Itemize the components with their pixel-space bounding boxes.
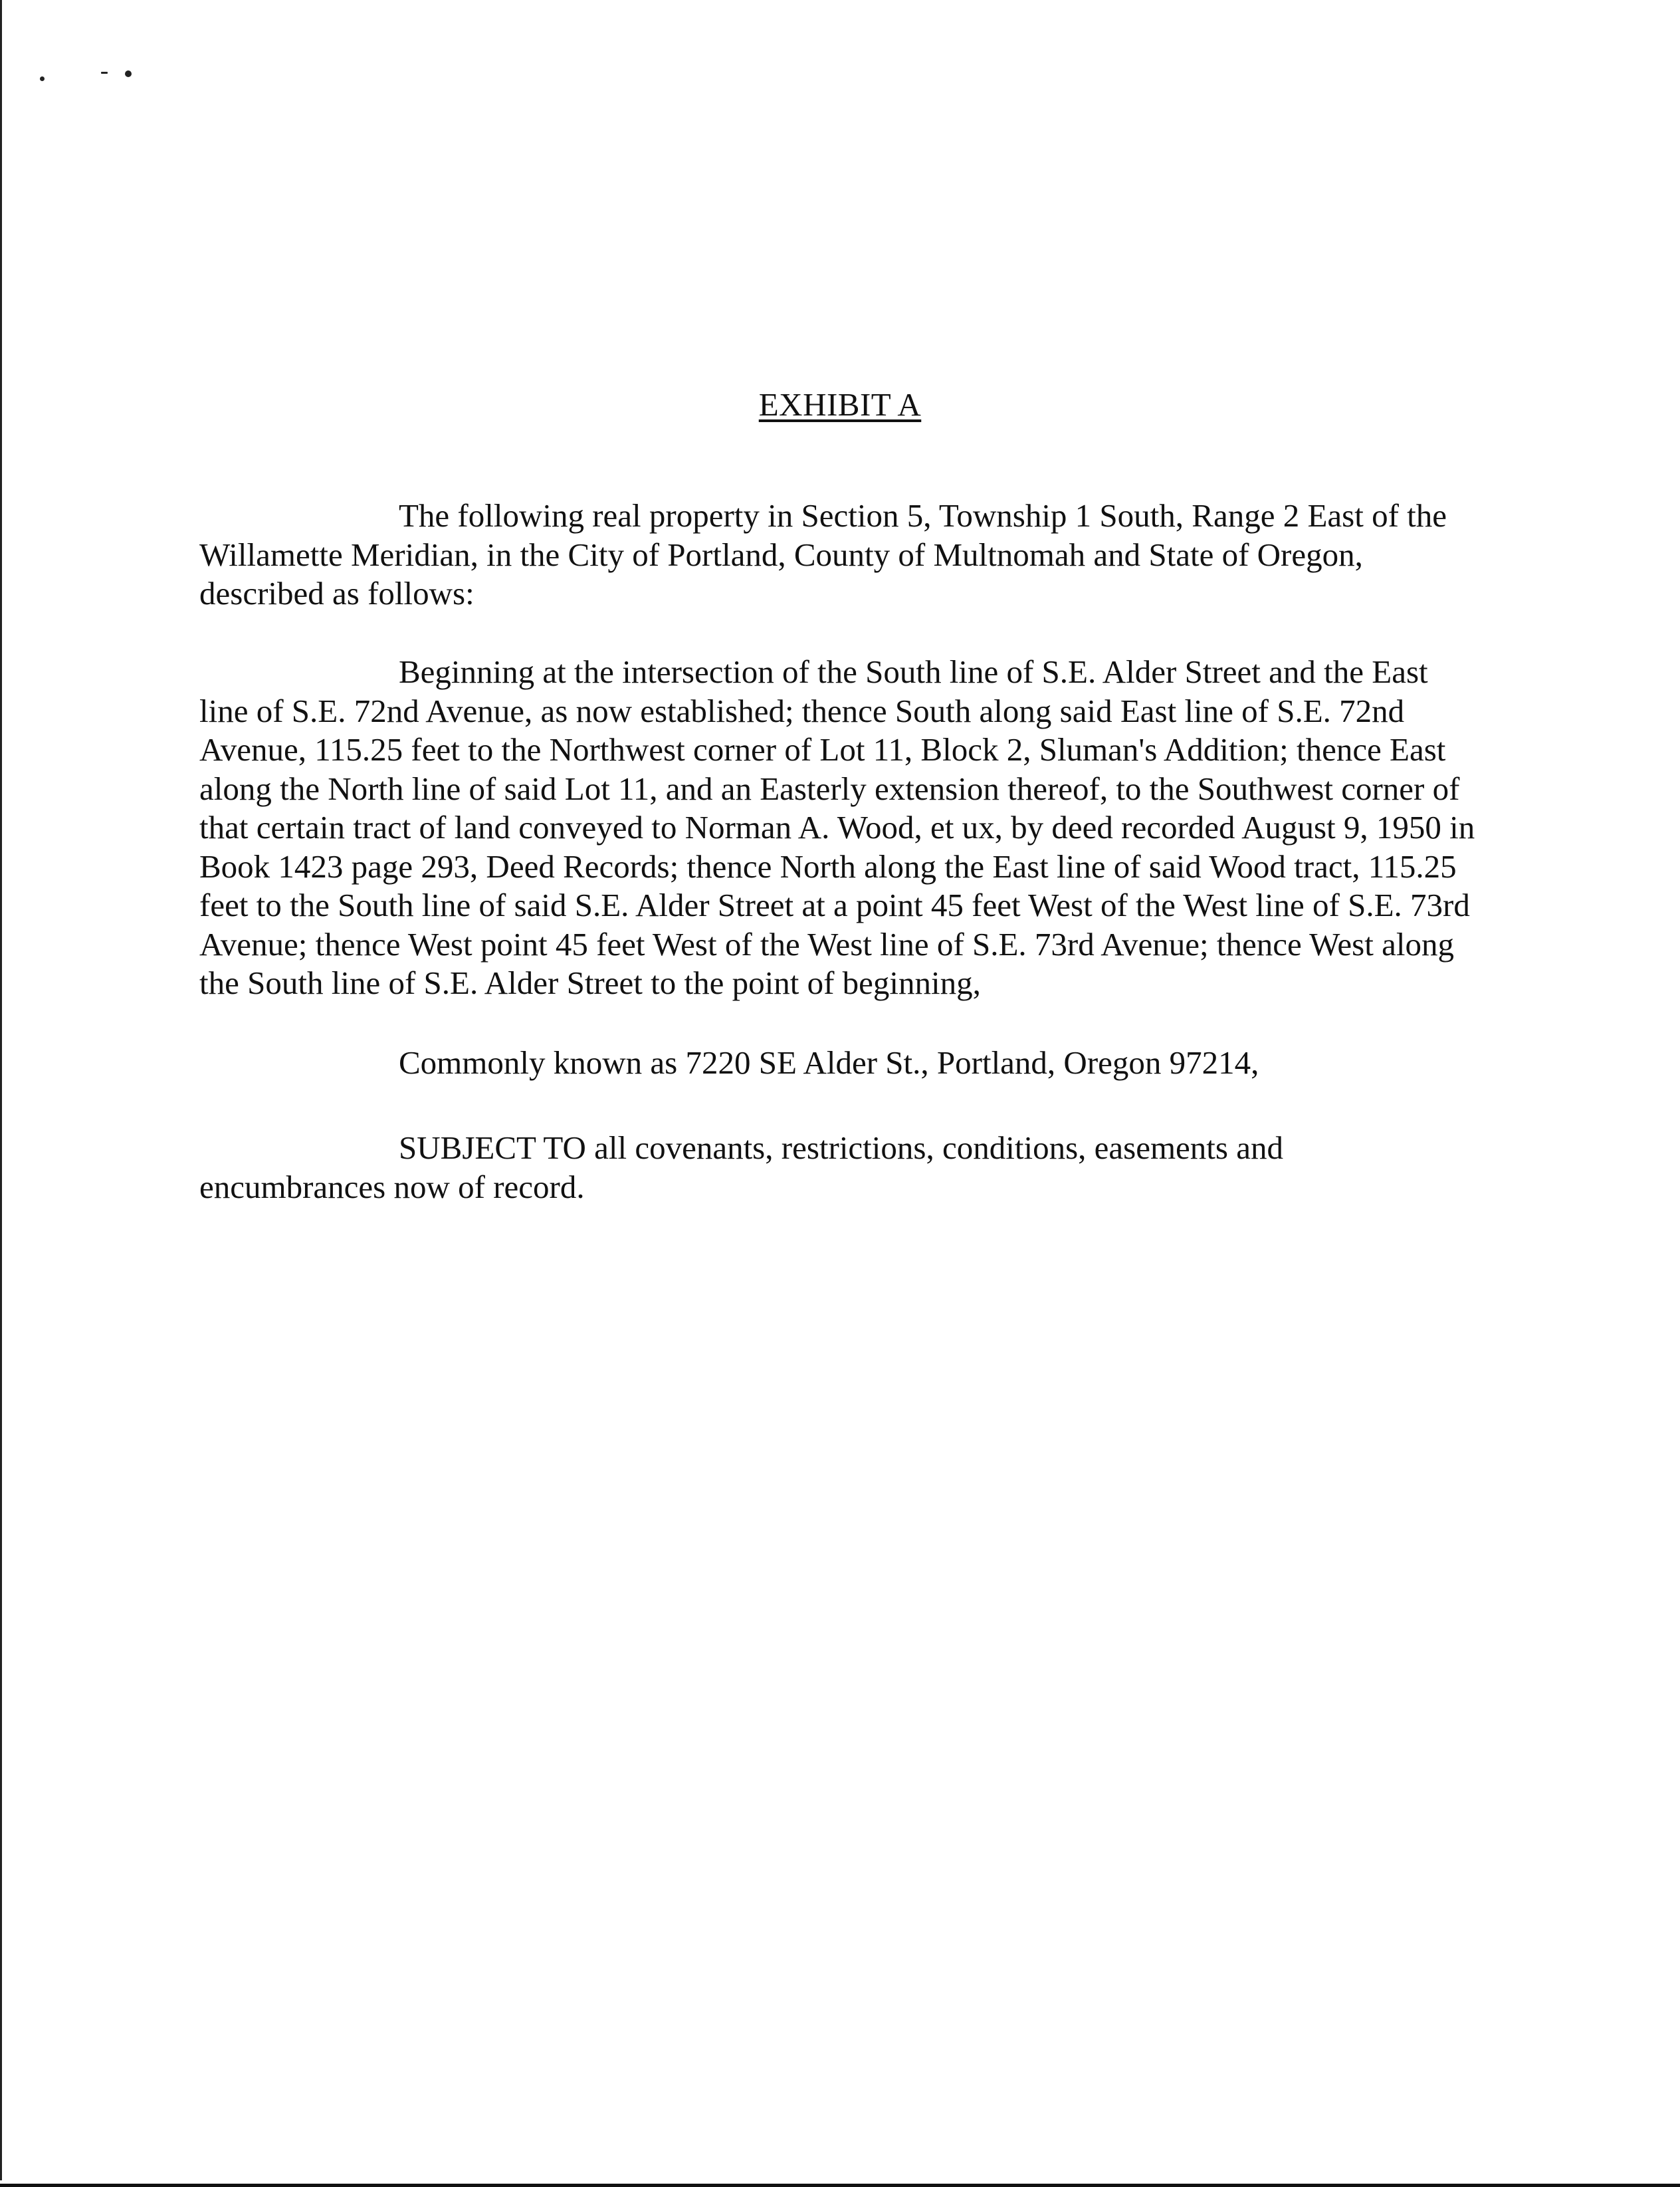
scan-edge-left bbox=[0, 0, 2, 2180]
paragraph-text: SUBJECT TO all covenants, restrictions, conditions, easements and encumbrances now of record. bbox=[199, 1129, 1283, 1205]
scan-speck bbox=[101, 72, 108, 74]
scan-speck bbox=[40, 76, 45, 81]
paragraph-text: Beginning at the intersection of the South line of S.E. Alder Street and the East line of S.E. 72nd Avenue, as now established; thence South along said East line of S.E. 72nd Avenue, 115.25 feet to the Northwest corner of Lot 11, Block 2, Sluman's Addition; thence East along the North line of said Lot 11, and an Easterly extension thereof, to the Southwest corner of that certain tract of land conveyed to Norman A. Wood, et ux, by deed recorded August 9, 1950 in Book 1423 page 293, Deed Records; thence North along the East line of said Wood tract, 115.25 feet to the South line of said S.E. Alder Street at a point 45 feet West of the West line of S.E. 73rd Avenue; thence West point 45 feet West of the West line of S.E. 73rd Avenue; thence West along the South line of S.E. Alder Street to the point of beginning, bbox=[199, 653, 1475, 1001]
scan-speck bbox=[125, 70, 132, 77]
paragraph-subject-to bbox=[199, 1129, 1477, 1207]
exhibit-title: EXHIBIT A bbox=[758, 386, 922, 423]
paragraph-intro bbox=[199, 497, 1477, 614]
paragraph-text: Commonly known as 7220 SE Alder St., Portland, Oregon 97214, bbox=[399, 1044, 1259, 1081]
paragraph-common-address bbox=[199, 1044, 1477, 1083]
paragraph-legal-description bbox=[199, 653, 1477, 1003]
paragraph-text: The following real property in Section 5, Township 1 South, Range 2 East of the Willamette Meridian, in the City of Portland, County of Multnomah and State of Oregon, described as follows: bbox=[199, 497, 1447, 612]
scan-edge-bottom bbox=[0, 2184, 1680, 2187]
